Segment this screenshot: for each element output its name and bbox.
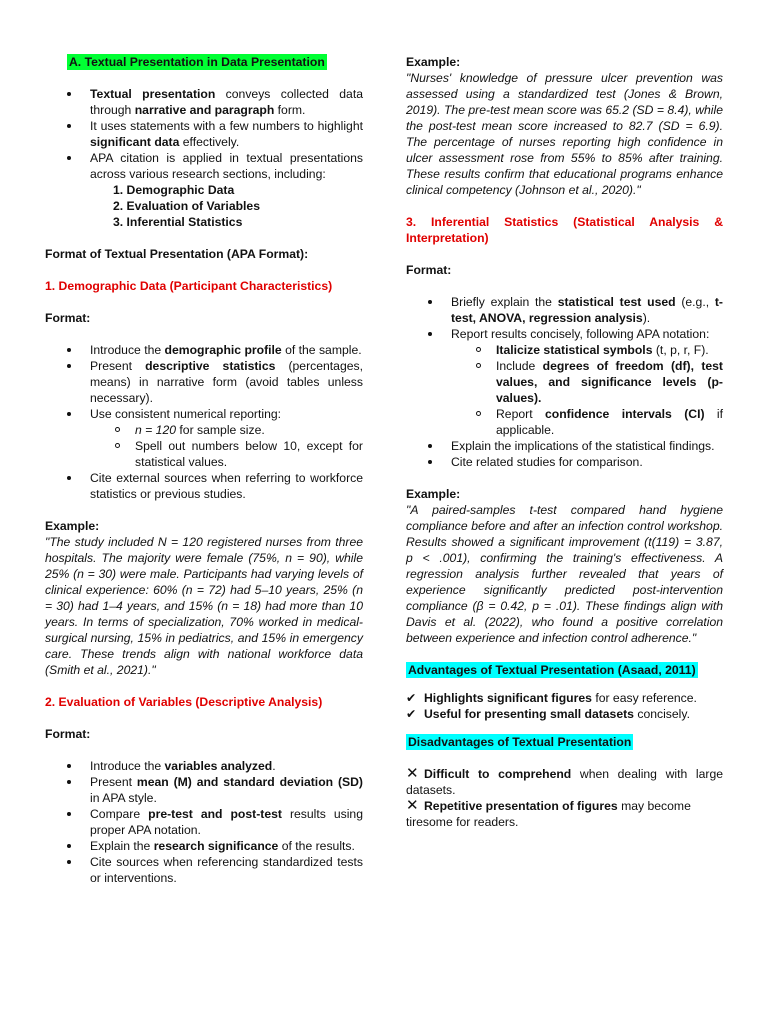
list-item: Cite external sources when referring to workforce statistics or previous studies.	[45, 470, 363, 502]
list-item: Present descriptive statistics (percentages, means) in narrative form (avoid tables unless necessary).	[45, 358, 363, 406]
list-item: Italicize statistical symbols (t, p, r, F).	[451, 342, 723, 358]
advantage-item: ✔ Highlights significant figures for easy reference.	[406, 691, 697, 705]
demographic-list	[45, 342, 363, 502]
sub-list	[406, 342, 723, 438]
format-heading: Format of Textual Presentation (APA Format):	[45, 247, 309, 261]
list-item: Explain the research significance of the results.	[45, 838, 363, 854]
list-item: Present mean (M) and standard deviation (SD) in APA style.	[45, 774, 363, 806]
list-item: 2. Evaluation of Variables	[113, 199, 260, 213]
inferential-list	[406, 294, 723, 470]
list-item: 3. Inferential Statistics	[113, 215, 243, 229]
list-item: Cite sources when referencing standardized tests or interventions.	[45, 854, 363, 886]
evaluation-example: "Nurses' knowledge of pressure ulcer prevention was assessed using a standardized test (Jones & Brown, 2019). The pre-test mean score was 65.2 (SD = 8.4), while the post-test mean score increased to 82.7 (SD = 6.9). The percentage of nurses reporting high confidence in ulcer assessment rose from 55% to 85% after training. These results confirm that educational programs enhance clinical competency (Johnson et al., 2020)."	[406, 71, 723, 197]
list-item: Introduce the demographic profile of the sample.	[45, 342, 363, 358]
check-icon: ✔	[406, 691, 417, 705]
list-item: Briefly explain the statistical test used (e.g., t-test, ANOVA, regression analysis).	[406, 294, 723, 326]
disadvantage-item: ✕ Repetitive presentation of figures may become tiresome for readers.	[406, 797, 691, 829]
list-item: Textual presentation conveys collected data through narrative and paragraph form.	[45, 86, 363, 118]
list-item: Spell out numbers below 10, except for statistical values.	[90, 438, 363, 470]
list-item: Compare pre-test and post-test results using proper APA notation.	[45, 806, 363, 838]
example-label: Example:	[406, 55, 461, 69]
example-label: Example:	[45, 519, 100, 533]
list-item: Cite related studies for comparison.	[406, 454, 723, 470]
format-label: Format:	[406, 263, 452, 277]
list-item: Report results concisely, following APA notation: Italicize statistical symbols (t, p, r, F). Include degrees of freedom (df), test values, and significance levels (p-values). Report confidence intervals (CI) if applicable.	[406, 326, 723, 438]
advantage-item: ✔ Useful for presenting small datasets concisely.	[406, 707, 690, 721]
demographic-example: "The study included N = 120 registered nurses from three hospitals. The majority were female (75%, n = 90), while 25% (n = 30) were male. Participants had varying levels of clinical experience: 60% (n = 72) had 5–10 years, 25% (n = 30) had 1–4 years, and 15% (n = 18) had more than 10 years. In terms of specialization, 70% worked in medical-surgical nursing, 15% in pediatrics, and 15% in emergency care. These trends align with national workforce data (Smith et al., 2021)."	[45, 535, 363, 677]
format-label: Format:	[45, 727, 91, 741]
sub-list	[45, 422, 363, 470]
list-item: It uses statements with a few numbers to highlight significant data effectively.	[45, 118, 363, 150]
demographic-title: 1. Demographic Data (Participant Characteristics)	[45, 279, 333, 293]
format-label: Format:	[45, 311, 91, 325]
inferential-title: 3. Inferential Statistics (Statistical Analysis & Interpretation)	[406, 215, 723, 245]
section-a-title: A. Textual Presentation in Data Presentation	[69, 55, 325, 69]
check-icon: ✔	[406, 707, 417, 721]
list-item: Introduce the variables analyzed.	[45, 758, 363, 774]
inferential-example: "A paired-samples t-test compared hand hygiene compliance before and after an infection control workshop. Results showed a significant improvement (t(119) = 3.87, p < .001), confirming the training's effectiveness. A regression analysis further revealed that years of experience significantly predicted post-intervention compliance (β = 0.42, p = .01). These findings align with Davis et al. (2022), who found a positive correlation between experience and infection control adherence."	[406, 503, 723, 645]
list-item: APA citation is applied in textual presentations across various research sections, including:	[45, 150, 363, 182]
right-column	[406, 54, 723, 830]
list-item: Include degrees of freedom (df), test values, and significance levels (p-values).	[451, 358, 723, 406]
sections-list	[45, 182, 363, 230]
evaluation-list	[45, 758, 363, 886]
list-item: Use consistent numerical reporting: n = 120 for sample size. Spell out numbers below 10, except for statistical values.	[45, 406, 363, 470]
list-item: Explain the implications of the statistical findings.	[406, 438, 723, 454]
cross-icon: ✕	[406, 765, 419, 782]
evaluation-title: 2. Evaluation of Variables (Descriptive Analysis)	[45, 695, 323, 709]
disadvantage-item: ✕ Difficult to comprehend when dealing with large datasets.	[406, 765, 723, 797]
list-item: n = 120 for sample size.	[90, 422, 363, 438]
left-column	[45, 54, 363, 886]
advantages-title: Advantages of Textual Presentation (Asaad, 2011)	[408, 663, 696, 677]
list-item: 1. Demographic Data	[113, 183, 235, 197]
example-label: Example:	[406, 487, 461, 501]
list-item: Report confidence intervals (CI) if applicable.	[451, 406, 723, 438]
cross-icon: ✕	[406, 797, 419, 814]
disadvantages-title: Disadvantages of Textual Presentation	[408, 735, 632, 749]
intro-list	[45, 86, 363, 182]
